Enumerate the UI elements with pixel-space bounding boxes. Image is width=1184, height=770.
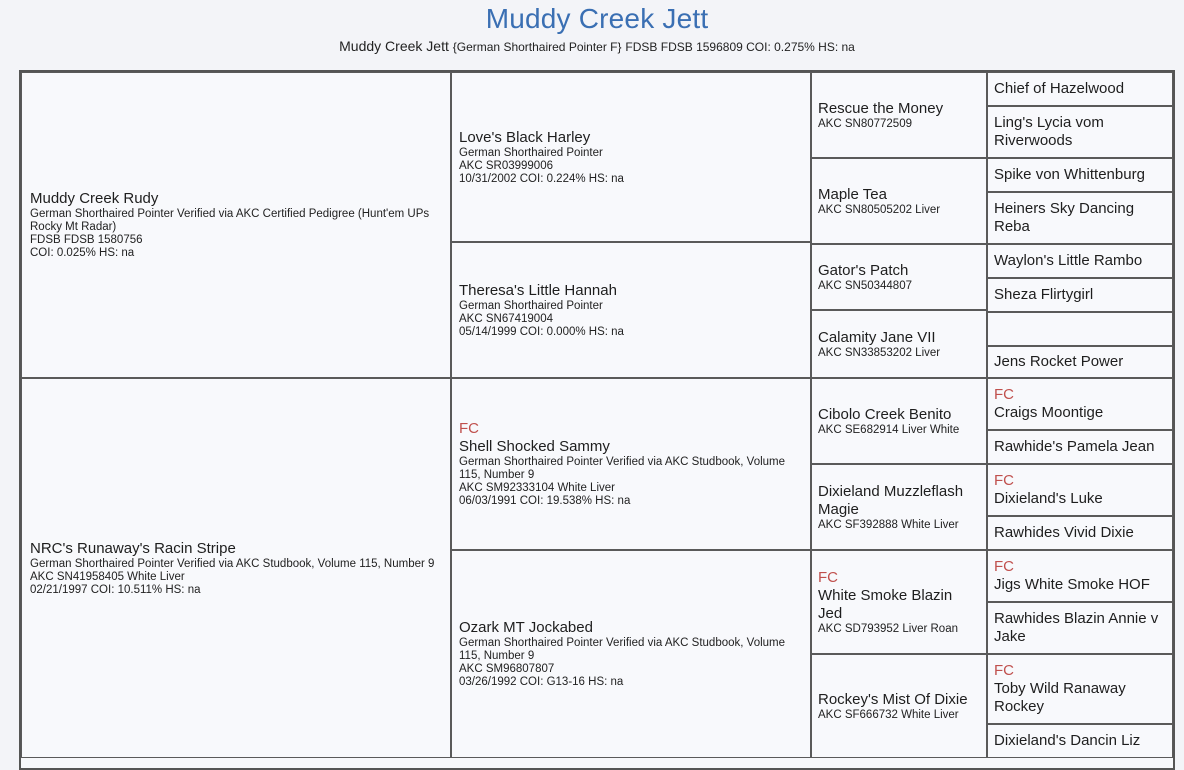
sire-line-1: German Shorthaired Pointer Verified via AKC Certified Pedigree (Hunt'em UPs Rocky Mt Radar) bbox=[30, 208, 430, 233]
grandparent-title-3: FC bbox=[459, 420, 479, 437]
grandparent-breed-3: German Shorthaired Pointer Verified via AKC Studbook, Volume 115, Number 9 bbox=[459, 456, 786, 481]
sire-line-2: FDSB FDSB 1580756 bbox=[30, 234, 143, 246]
gen4-name-16: Dixieland's Dancin Liz bbox=[994, 732, 1141, 749]
gen4-name-10: Rawhide's Pamela Jean bbox=[994, 438, 1155, 455]
grandparent-coi-3: 06/03/1991 COI: 19.538% HS: na bbox=[459, 495, 631, 507]
grandparent-cell-4[interactable] bbox=[451, 550, 811, 758]
grandparent-breed-1: German Shorthaired Pointer bbox=[459, 146, 603, 159]
gen3-cell-4[interactable] bbox=[811, 310, 987, 378]
gen4-title-11: FC bbox=[994, 472, 1014, 489]
subject-breed: {German Shorthaired Pointer F} bbox=[452, 40, 622, 54]
gen4-title-13: FC bbox=[994, 558, 1014, 575]
grandparent-reg-2: AKC SN67419004 bbox=[459, 312, 553, 325]
gen3-detail-3: AKC SN50344807 bbox=[818, 279, 912, 292]
subject-summary bbox=[0, 38, 1184, 54]
grandparent-breed-4: German Shorthaired Pointer Verified via AKC Studbook, Volume 115, Number 9 bbox=[459, 637, 786, 662]
grandparent-name-3: Shell Shocked Sammy bbox=[459, 438, 610, 455]
gen4-cell-13[interactable] bbox=[987, 550, 1173, 602]
gen4-cell-15[interactable] bbox=[987, 654, 1173, 724]
gen4-title-15: FC bbox=[994, 662, 1014, 679]
gen3-name-2: Maple Tea bbox=[818, 185, 887, 203]
dam-line-1: German Shorthaired Pointer Verified via AKC Studbook, Volume 115, Number 9 bbox=[30, 557, 435, 570]
gen3-name-6: Dixieland Muzzleflash Magie bbox=[818, 482, 964, 518]
grandparent-cell-1[interactable] bbox=[451, 72, 811, 242]
gen4-cell-16[interactable] bbox=[987, 724, 1173, 758]
gen3-name-4: Calamity Jane VII bbox=[818, 328, 936, 346]
gen4-name-15: Toby Wild Ranaway Rockey bbox=[994, 680, 1126, 715]
dam-line-2: AKC SN41958405 White Liver bbox=[30, 570, 185, 583]
grandparent-reg-4: AKC SM96807807 bbox=[459, 663, 555, 675]
gen4-name-2: Ling's Lycia vom Riverwoods bbox=[994, 114, 1104, 149]
subject-name: Muddy Creek Jett bbox=[339, 38, 449, 54]
gen4-name-13: Jigs White Smoke HOF bbox=[994, 576, 1150, 593]
gen4-name-3: Spike von Whittenburg bbox=[994, 166, 1145, 183]
gen4-name-5: Waylon's Little Rambo bbox=[994, 252, 1143, 269]
gen4-cell-14[interactable] bbox=[987, 602, 1173, 654]
grandparent-coi-4: 03/26/1992 COI: G13-16 HS: na bbox=[459, 676, 624, 688]
sire-cell[interactable] bbox=[21, 72, 451, 378]
grandparent-reg-1: AKC SR03999006 bbox=[459, 159, 553, 172]
gen3-cell-3[interactable] bbox=[811, 244, 987, 310]
gen4-cell-10[interactable] bbox=[987, 430, 1173, 464]
dam-name: NRC's Runaway's Racin Stripe bbox=[30, 539, 236, 557]
subject-registration: FDSB FDSB 1596809 COI: 0.275% HS: na bbox=[625, 40, 855, 54]
grandparent-cell-2[interactable] bbox=[451, 242, 811, 378]
grandparent-cell-3[interactable] bbox=[451, 378, 811, 550]
gen4-name-9: Craigs Moontige bbox=[994, 404, 1104, 421]
gen3-detail-6: AKC SF392888 White Liver bbox=[818, 518, 959, 531]
gen4-name-12: Rawhides Vivid Dixie bbox=[994, 524, 1134, 541]
gen4-name-6: Sheza Flirtygirl bbox=[994, 286, 1094, 303]
gen3-cell-8[interactable] bbox=[811, 654, 987, 758]
sire-line-3: COI: 0.025% HS: na bbox=[30, 247, 135, 259]
grandparent-name-2: Theresa's Little Hannah bbox=[459, 281, 617, 299]
gen3-cell-6[interactable] bbox=[811, 464, 987, 550]
gen4-cell-11[interactable] bbox=[987, 464, 1173, 516]
gen3-name-1: Rescue the Money bbox=[818, 99, 944, 117]
gen4-cell-5[interactable] bbox=[987, 244, 1173, 278]
gen4-name-4: Heiners Sky Dancing Reba bbox=[994, 200, 1135, 235]
gen4-title-9: FC bbox=[994, 386, 1014, 403]
gen3-cell-7[interactable] bbox=[811, 550, 987, 654]
gen4-cell-2[interactable] bbox=[987, 106, 1173, 158]
grandparent-name-1: Love's Black Harley bbox=[459, 128, 591, 146]
page-title: Muddy Creek Jett bbox=[485, 3, 709, 34]
gen4-cell-12[interactable] bbox=[987, 516, 1173, 550]
gen4-cell-9[interactable] bbox=[987, 378, 1173, 430]
grandparent-breed-2: German Shorthaired Pointer bbox=[459, 299, 603, 312]
gen4-name-11: Dixieland's Luke bbox=[994, 490, 1103, 507]
sire-name: Muddy Creek Rudy bbox=[30, 190, 159, 207]
grandparent-coi-1: 10/31/2002 COI: 0.224% HS: na bbox=[459, 172, 624, 185]
dam-cell[interactable] bbox=[21, 378, 451, 758]
dam-line-3: 02/21/1997 COI: 10.511% HS: na bbox=[30, 583, 201, 596]
gen3-cell-2[interactable] bbox=[811, 158, 987, 244]
gen4-name-1: Chief of Hazelwood bbox=[994, 80, 1125, 97]
gen3-name-8: Rockey's Mist Of Dixie bbox=[818, 690, 968, 708]
gen3-detail-2: AKC SN80505202 Liver bbox=[818, 203, 941, 216]
gen4-cell-4[interactable] bbox=[987, 192, 1173, 244]
gen3-detail-5: AKC SE682914 Liver White bbox=[818, 423, 960, 436]
gen4-cell-1[interactable] bbox=[987, 72, 1173, 106]
gen4-cell-8[interactable] bbox=[987, 346, 1173, 378]
gen3-title-7: FC bbox=[818, 568, 838, 586]
gen3-name-7: White Smoke Blazin Jed bbox=[818, 586, 953, 622]
gen3-detail-1: AKC SN80772509 bbox=[818, 117, 912, 130]
gen3-cell-1[interactable] bbox=[811, 72, 987, 158]
gen4-cell-3[interactable] bbox=[987, 158, 1173, 192]
gen3-name-5: Cibolo Creek Benito bbox=[818, 405, 952, 423]
grandparent-coi-2: 05/14/1999 COI: 0.000% HS: na bbox=[459, 325, 624, 338]
gen3-cell-5[interactable] bbox=[811, 378, 987, 464]
gen4-cell-7[interactable] bbox=[987, 312, 1173, 346]
gen3-detail-8: AKC SF666732 White Liver bbox=[818, 708, 959, 721]
gen4-name-8: Jens Rocket Power bbox=[994, 353, 1124, 370]
gen4-cell-6[interactable] bbox=[987, 278, 1173, 312]
gen3-detail-7: AKC SD793952 Liver Roan bbox=[818, 622, 958, 635]
grandparent-reg-3: AKC SM92333104 White Liver bbox=[459, 482, 615, 494]
gen3-detail-4: AKC SN33853202 Liver bbox=[818, 346, 941, 359]
grandparent-name-4: Ozark MT Jockabed bbox=[459, 619, 593, 636]
gen4-name-14: Rawhides Blazin Annie v Jake bbox=[994, 610, 1159, 645]
gen3-name-3: Gator's Patch bbox=[818, 261, 909, 279]
pedigree-chart bbox=[19, 70, 1175, 770]
